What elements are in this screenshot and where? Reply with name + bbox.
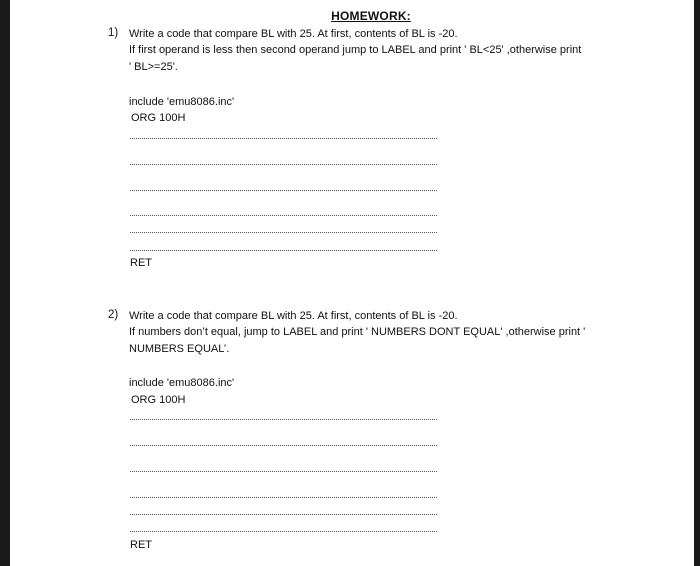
answer-blank-line <box>130 514 437 515</box>
code-include-line: include 'emu8086.inc' <box>129 96 235 108</box>
question-text-line: If numbers don’t equal, jump to LABEL and print ' NUMBERS DONT EQUAL' ,otherwise print ' <box>129 326 586 338</box>
answer-blank-line <box>130 497 437 498</box>
code-ret-line: RET <box>130 539 152 551</box>
question-number: 1) <box>108 27 119 39</box>
answer-blank-line <box>130 232 437 233</box>
question-text-line: Write a code that compare BL with 25. At first, contents of BL is -20. <box>129 28 458 40</box>
answer-blank-line <box>130 419 437 420</box>
answer-blank-line <box>130 471 437 472</box>
scan-border-left <box>0 0 10 566</box>
scan-border-right <box>694 0 700 566</box>
question-text-line: Write a code that compare BL with 25. At first, contents of BL is -20. <box>129 310 458 322</box>
question-text-line: ' BL>=25'. <box>129 61 178 73</box>
page-title: HOMEWORK: <box>331 9 411 23</box>
question-text-line: NUMBERS EQUAL’. <box>129 343 230 355</box>
answer-blank-line <box>130 445 437 446</box>
question-text-line: If first operand is less then second operand jump to LABEL and print ' BL<25' ,otherwise print <box>129 44 582 56</box>
code-include-line: include 'emu8086.inc' <box>129 377 235 389</box>
answer-blank-line <box>130 138 437 139</box>
answer-blank-line <box>130 164 437 165</box>
code-org-line: ORG 100H <box>131 112 186 124</box>
code-ret-line: RET <box>130 257 152 269</box>
answer-blank-line <box>130 250 437 251</box>
answer-blank-line <box>130 531 437 532</box>
code-org-line: ORG 100H <box>131 394 186 406</box>
answer-blank-line <box>130 215 437 216</box>
answer-blank-line <box>130 190 437 191</box>
question-number: 2) <box>108 309 119 321</box>
